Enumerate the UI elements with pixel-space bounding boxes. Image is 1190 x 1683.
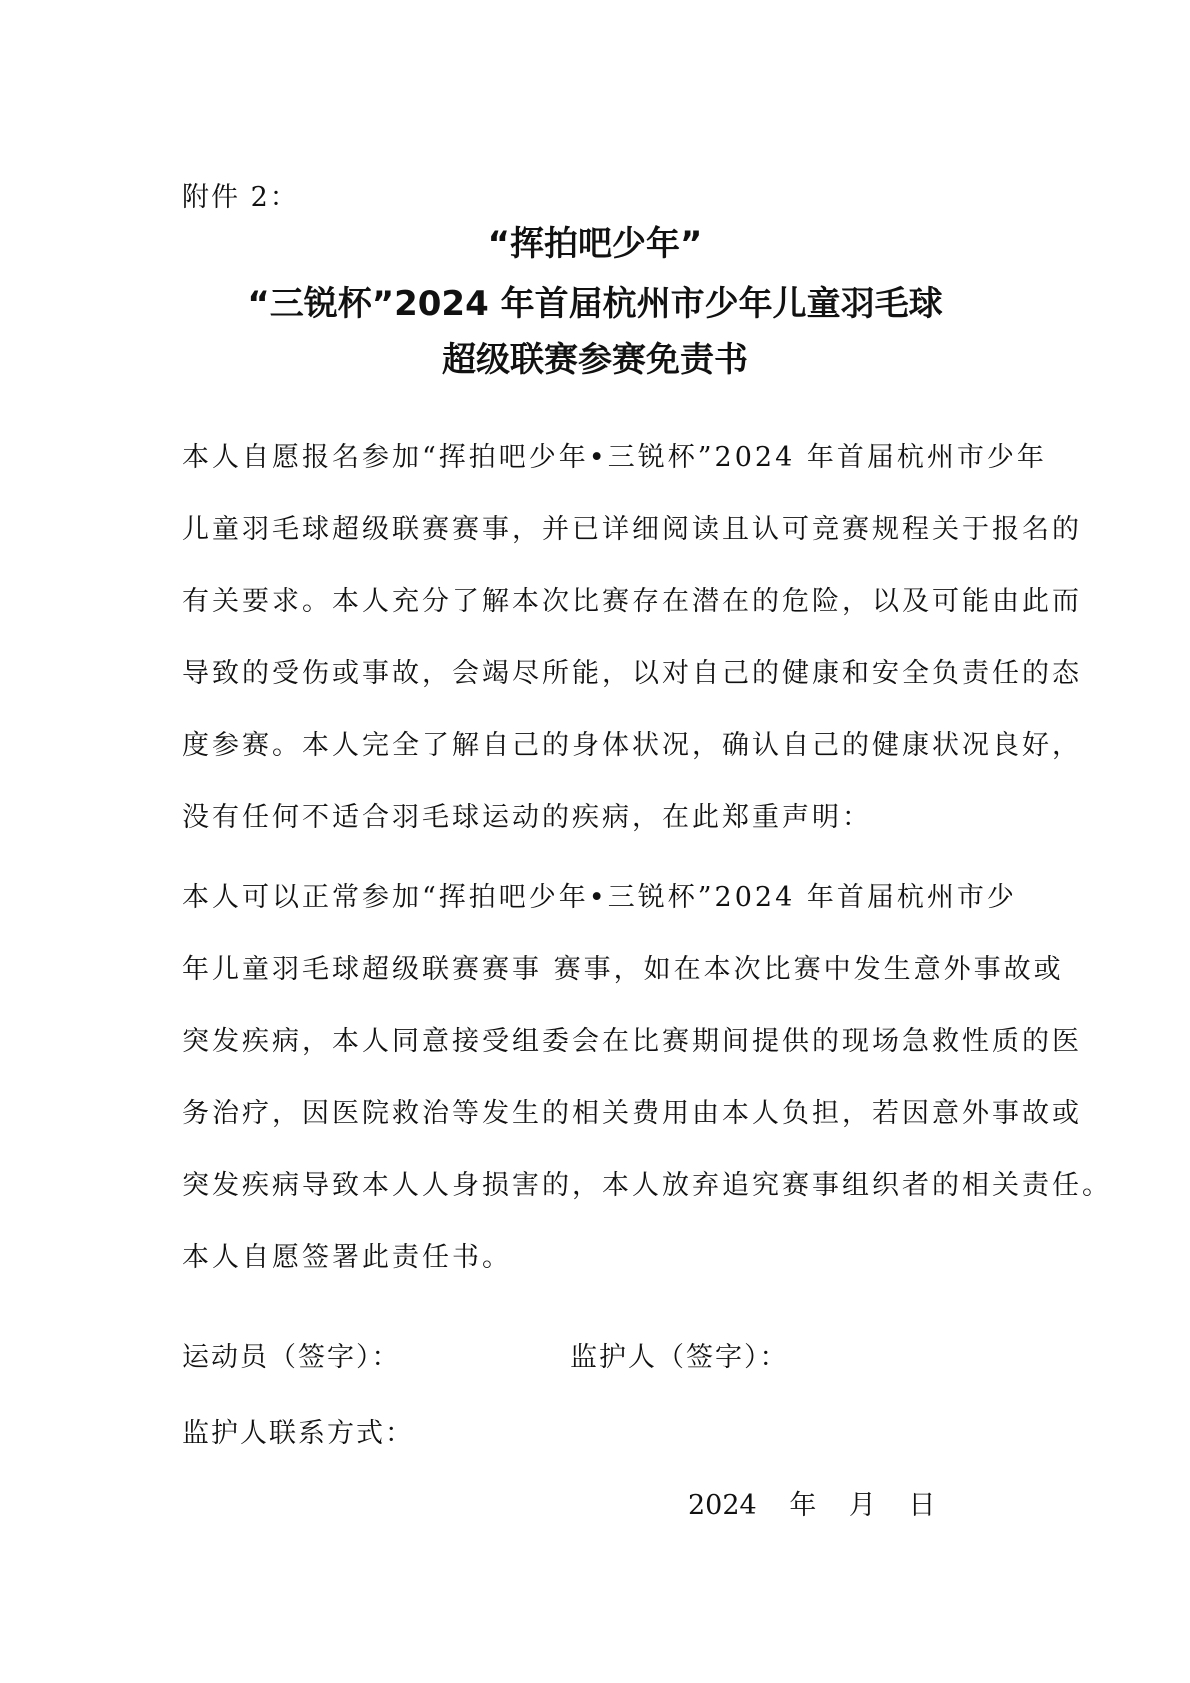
paragraph-line: 度参赛。本人完全了解自己的身体状况，确认自己的健康状况良好， (182, 730, 1082, 761)
title-event: “三锐杯”2024 年首届杭州市少年儿童羽毛球 (247, 284, 943, 324)
paragraph-line: 儿童羽毛球超级联赛赛事，并已详细阅读且认可竞赛规程关于报名的 (182, 514, 1082, 545)
title-document: 超级联赛参赛免责书 (442, 340, 748, 380)
attachment-label: 附件 2： (182, 182, 299, 213)
paragraph-line: 突发疾病，本人同意接受组委会在比赛期间提供的现场急救性质的医 (182, 1026, 1082, 1057)
paragraph-line: 本人可以正常参加“挥拍吧少年•三锐杯”2024 年首届杭州市少 (182, 882, 1017, 913)
athlete-signature-label: 运动员（签字）： (182, 1342, 401, 1373)
paragraph-line: 导致的受伤或事故，会竭尽所能，以对自己的健康和安全负责任的态 (182, 658, 1082, 689)
date-month-unit: 月 (848, 1490, 876, 1521)
paragraph-line: 年儿童羽毛球超级联赛赛事 赛事，如在本次比赛中发生意外事故或 (182, 954, 1064, 985)
guardian-signature-label: 监护人（签字）： (570, 1342, 789, 1373)
date-line (688, 1488, 954, 1524)
paragraph-line: 有关要求。本人充分了解本次比赛存在潜在的危险，以及可能由此而 (182, 586, 1082, 617)
paragraph-waiver (182, 862, 1112, 1294)
paragraph-declaration (182, 422, 1082, 854)
paragraph-line: 没有任何不适合羽毛球运动的疾病，在此郑重声明： (182, 802, 872, 833)
paragraph-line: 务治疗，因医院救治等发生的相关费用由本人负担，若因意外事故或 (182, 1098, 1082, 1129)
date-day-unit: 日 (908, 1490, 936, 1521)
paragraph-line: 突发疾病导致本人人身损害的，本人放弃追究赛事组织者的相关责任。 (182, 1170, 1112, 1201)
guardian-contact-label: 监护人联系方式： (182, 1418, 414, 1449)
date-year: 2024 (688, 1490, 757, 1521)
date-year-unit: 年 (789, 1490, 817, 1521)
paragraph-line: 本人自愿签署此责任书。 (182, 1242, 512, 1273)
title-slogan: “挥拍吧少年” (487, 224, 703, 264)
paragraph-line: 本人自愿报名参加“挥拍吧少年•三锐杯”2024 年首届杭州市少年 (182, 442, 1047, 473)
